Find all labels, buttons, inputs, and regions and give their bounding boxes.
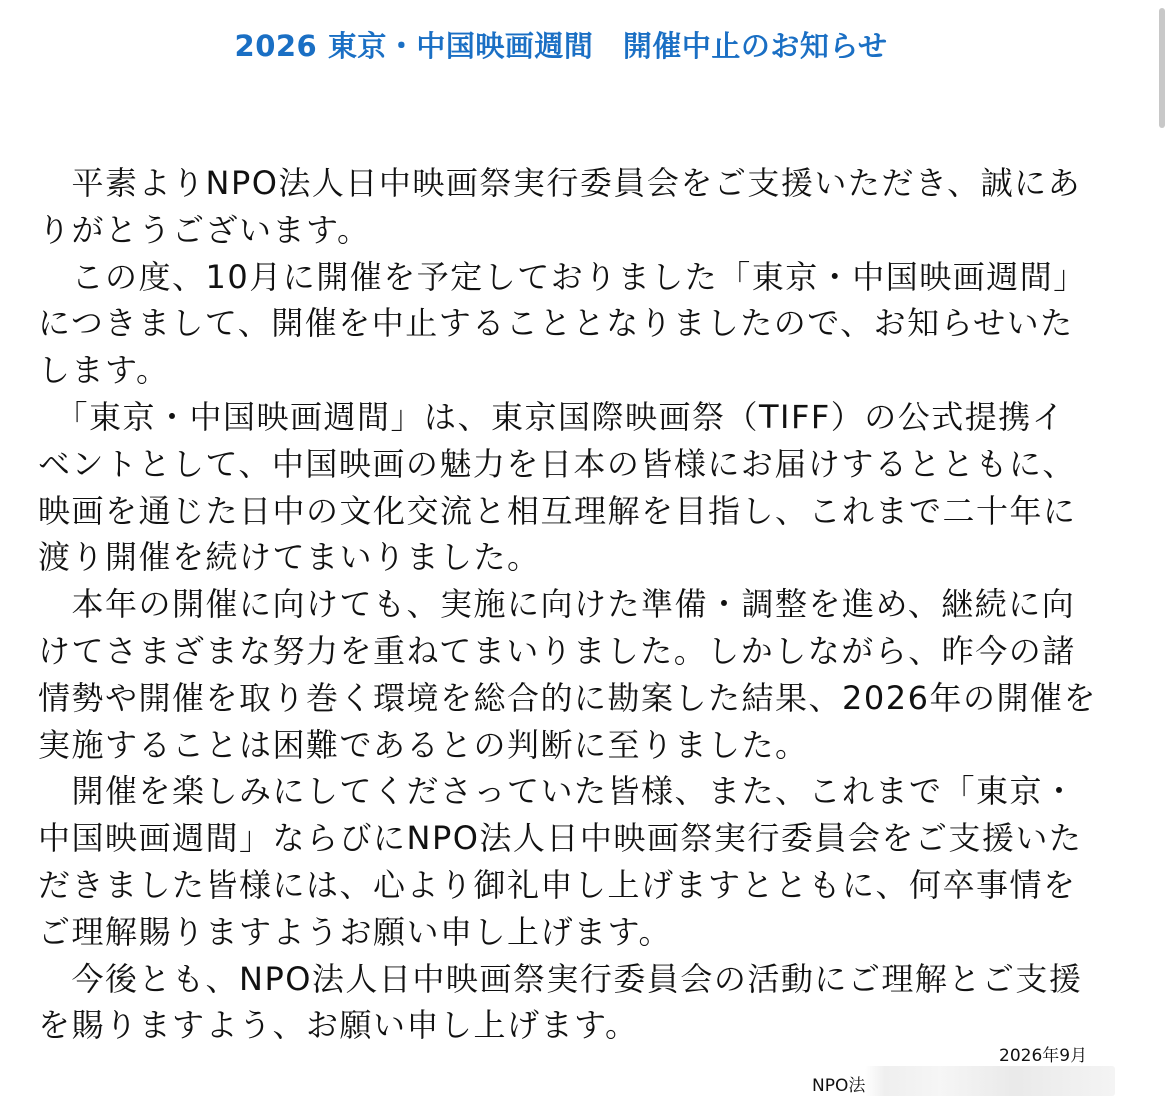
body-line: を賜りますよう、お願い申し上げます。 bbox=[38, 1006, 639, 1045]
notice-body bbox=[38, 160, 1118, 1049]
notice-date: 2026年9月 bbox=[999, 1046, 1088, 1066]
body-line: 本年の開催に向けても、実施に向けた準備・調整を進め、継続に向 bbox=[38, 585, 1076, 624]
watermark-overlay bbox=[865, 1066, 1115, 1096]
body-line: につきまして、開催を中止することとなりましたので、お知らせいた bbox=[38, 304, 1074, 343]
body-line: 実施することは困難であるとの判断に至りました。 bbox=[38, 725, 809, 764]
body-line: ベントとして、中国映画の魅力を日本の皆様にお届けするとともに、 bbox=[38, 444, 1076, 483]
body-line: 今後とも、NPO法人日中映画祭実行委員会の活動にご理解とご支援 bbox=[38, 959, 1083, 998]
body-line: 「東京・中国映画週間」は、東京国際映画祭（TIFF）の公式提携イ bbox=[38, 397, 1066, 436]
scrollbar-thumb[interactable] bbox=[1159, 8, 1165, 128]
body-line: ご理解賜りますようお願い申し上げます。 bbox=[38, 912, 672, 951]
body-line: します。 bbox=[38, 351, 170, 390]
body-line: 中国映画週間」ならびにNPO法人日中映画祭実行委員会をご支援いた bbox=[38, 819, 1083, 858]
body-line: 開催を楽しみにしてくださっていた皆様、また、これまで「東京・ bbox=[38, 772, 1077, 811]
body-line: 情勢や開催を取り巻く環境を総合的に勘案した結果、2026年の開催を bbox=[38, 678, 1097, 717]
body-line: 渡り開催を続けてまいりました。 bbox=[38, 538, 541, 577]
body-line: けてさまざまな努力を重ねてまいりました。しかしながら、昨今の諸 bbox=[38, 631, 1076, 670]
organization-name: NPO法 bbox=[812, 1076, 866, 1096]
scrollbar[interactable] bbox=[1156, 0, 1170, 1112]
body-line: だきました皆様には、心より御礼申し上げますとともに、何卒事情を bbox=[38, 865, 1077, 904]
body-line: この度、10月に開催を予定しておりました「東京・中国映画週間」 bbox=[38, 257, 1087, 296]
notice-title: 2026 東京・中国映画週間 開催中止のお知らせ bbox=[234, 29, 888, 63]
body-line: りがとうございます。 bbox=[38, 210, 371, 249]
body-line: 映画を通じた日中の文化交流と相互理解を目指し、これまで二十年に bbox=[38, 491, 1077, 530]
body-line: 平素よりNPO法人日中映画祭実行委員会をご支援いただき、誠にあ bbox=[38, 164, 1082, 202]
